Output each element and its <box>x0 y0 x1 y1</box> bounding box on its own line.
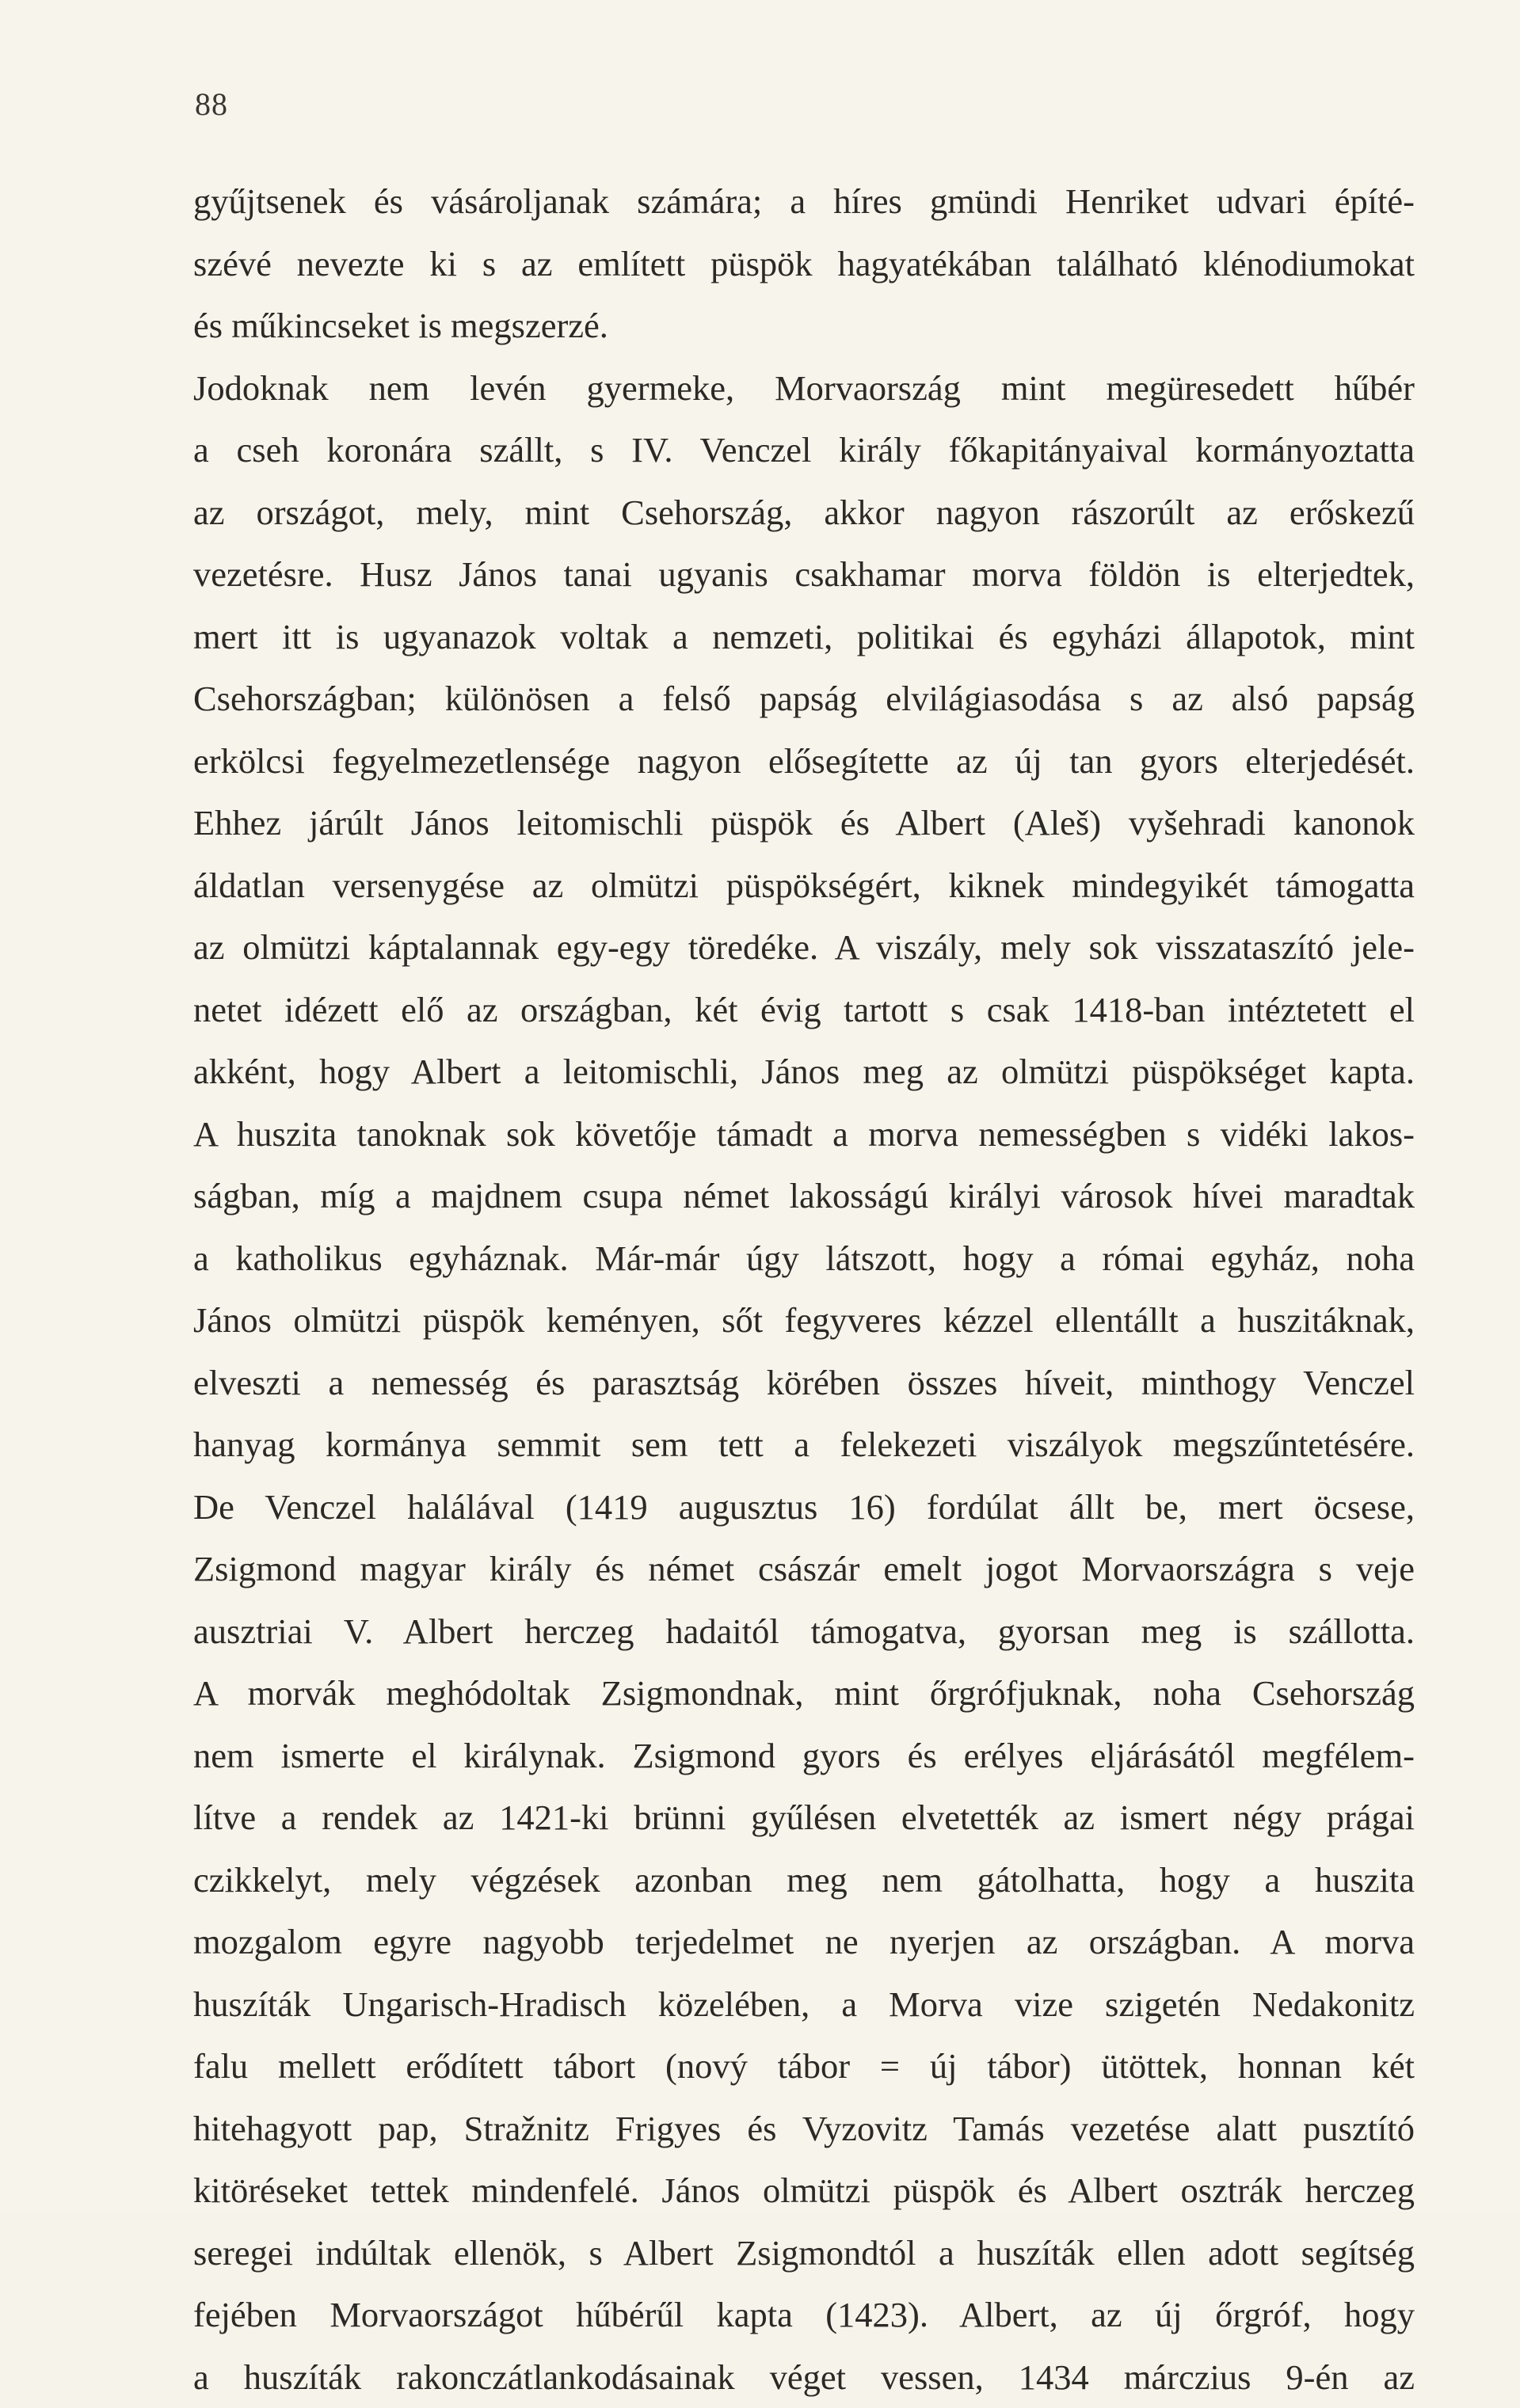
text-line: hitehagyott pap, Stražnitz Frigyes és Vyzovitz Tamás vezetése alatt pusztító <box>193 2098 1415 2160</box>
text-line: mert itt is ugyanazok voltak a nemzeti, politikai és egyházi állapotok, mint <box>193 606 1415 668</box>
page-number: 88 <box>195 86 228 123</box>
body-text <box>193 170 1415 2408</box>
text-line: vezetésre. Husz János tanai ugyanis csakhamar morva földön is elterjedtek, <box>193 543 1415 606</box>
text-line: mozgalom egyre nagyobb terjedelmet ne nyerjen az országban. A morva <box>193 1911 1415 1973</box>
text-line: netet idézett elő az országban, két évig tartott s csak 1418-ban intéztetett el <box>193 979 1415 1041</box>
text-line: Ehhez járúlt János leitomischli püspök és Albert (Aleš) vyšehradi kanonok <box>193 792 1415 854</box>
text-line: De Venczel halálával (1419 augusztus 16) fordúlat állt be, mert öcsese, <box>193 1476 1415 1539</box>
text-line: nem ismerte el királynak. Zsigmond gyors és erélyes eljárásától megfélem- <box>193 1725 1415 1787</box>
text-line: az országot, mely, mint Csehország, akkor nagyon rászorúlt az erőskezű <box>193 481 1415 544</box>
text-line: czikkelyt, mely végzések azonban meg nem gátolhatta, hogy a huszita <box>193 1849 1415 1912</box>
text-line: falu mellett erődített tábort (nový tábor = új tábor) ütöttek, honnan két <box>193 2035 1415 2098</box>
text-line: a cseh koronára szállt, s IV. Venczel király főkapitányaival kormányoztatta <box>193 419 1415 481</box>
text-line: Zsigmond magyar király és német császár emelt jogot Morvaországra s veje <box>193 1538 1415 1600</box>
text-line: és műkincseket is megszerzé. <box>193 295 1415 357</box>
text-line: Jodoknak nem levén gyermeke, Morvaország mint megüresedett hűbér <box>193 357 1415 420</box>
text-line: az olmützi káptalannak egy-egy töredéke. A viszály, mely sok visszataszító jele- <box>193 916 1415 979</box>
text-line: a katholikus egyháznak. Már-már úgy látszott, hogy a római egyház, noha <box>193 1227 1415 1290</box>
text-line: elveszti a nemesség és parasztság körében összes híveit, minthogy Venczel <box>193 1352 1415 1414</box>
text-line: hanyag kormánya semmit sem tett a felekezeti viszályok megszűntetésére. <box>193 1413 1415 1476</box>
text-line: seregei indúltak ellenök, s Albert Zsigmondtól a huszíták ellen adott segítség <box>193 2222 1415 2284</box>
text-line: ausztriai V. Albert herczeg hadaitól támogatva, gyorsan meg is szállotta. <box>193 1600 1415 1663</box>
text-line: áldatlan versenygése az olmützi püspökségért, kiknek mindegyikét támogatta <box>193 854 1415 917</box>
text-line: erkölcsi fegyelmezetlensége nagyon elősegítette az új tan gyors elterjedését. <box>193 730 1415 793</box>
text-line: akként, hogy Albert a leitomischli, János meg az olmützi püspökséget kapta. <box>193 1040 1415 1103</box>
text-line: ságban, míg a majdnem csupa német lakosságú királyi városok hívei maradtak <box>193 1165 1415 1227</box>
text-line: huszíták Ungarisch-Hradisch közelében, a Morva vize szigetén Nedakonitz <box>193 1973 1415 2036</box>
text-line: a huszíták rakonczátlankodásainak véget vessen, 1434 márczius 9-én az <box>193 2346 1415 2408</box>
text-line: kitöréseket tettek mindenfelé. János olmützi püspök és Albert osztrák herczeg <box>193 2159 1415 2222</box>
text-line: Csehországban; különösen a felső papság elvilágiasodása s az alsó papság <box>193 668 1415 730</box>
text-line: A huszita tanoknak sok követője támadt a morva nemességben s vidéki lakos- <box>193 1103 1415 1166</box>
text-line: lítve a rendek az 1421-ki brünni gyűlésen elvetették az ismert négy prágai <box>193 1786 1415 1849</box>
text-line: fejében Morvaországot hűbérűl kapta (1423). Albert, az új őrgróf, hogy <box>193 2284 1415 2346</box>
text-line: szévé nevezte ki s az említett püspök hagyatékában található klénodiumokat <box>193 233 1415 295</box>
text-line: János olmützi püspök keményen, sőt fegyveres kézzel ellentállt a huszitáknak, <box>193 1289 1415 1352</box>
text-line: gyűjtsenek és vásároljanak számára; a híres gmündi Henriket udvari építé- <box>193 170 1415 233</box>
text-line: A morvák meghódoltak Zsigmondnak, mint őrgrófjuknak, noha Csehország <box>193 1662 1415 1725</box>
